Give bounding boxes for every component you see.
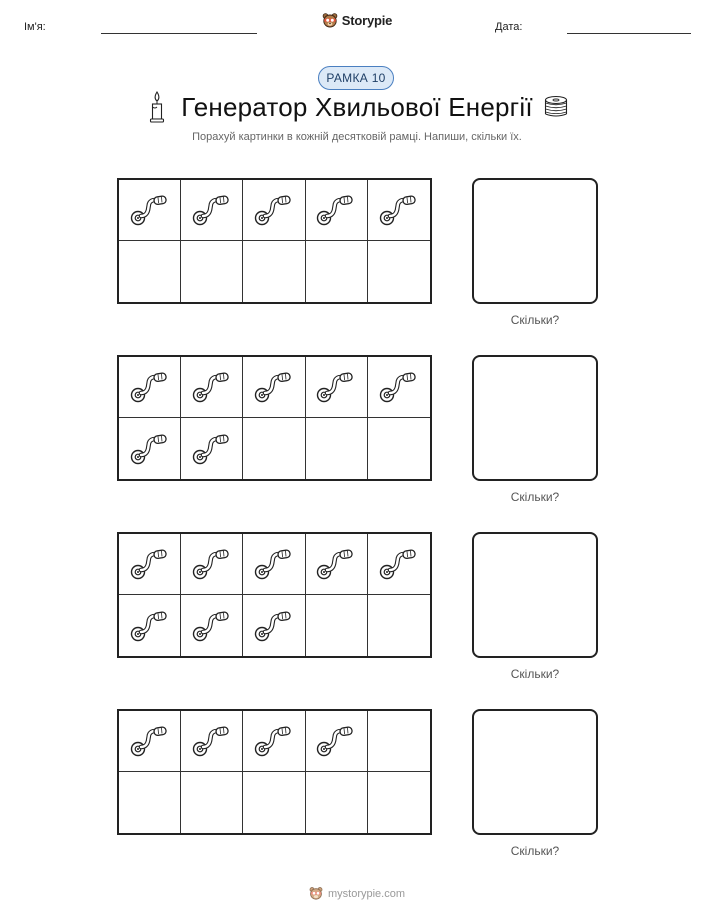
answer-label: Скільки?	[510, 490, 560, 504]
answer-box[interactable]	[472, 355, 598, 481]
frame-cell-filled	[119, 180, 181, 241]
crank-icon	[129, 191, 171, 229]
answer-label: Скільки?	[510, 667, 560, 681]
date-line	[567, 33, 691, 34]
crank-icon	[378, 545, 420, 583]
crank-icon	[253, 545, 295, 583]
crank-icon	[191, 545, 233, 583]
frame-cell-empty	[181, 241, 243, 302]
crank-icon	[129, 722, 171, 760]
frame-badge: РАМКА 10	[318, 66, 394, 90]
frame-cell-empty	[119, 772, 181, 833]
frame-cell-empty	[368, 772, 430, 833]
crank-icon	[315, 722, 357, 760]
bear-logo-icon	[309, 886, 323, 901]
crank-icon	[378, 191, 420, 229]
frame-cell-filled	[306, 357, 368, 418]
brand-name: Storypie	[341, 13, 393, 28]
answer-label: Скільки?	[510, 313, 560, 327]
frame-cell-filled	[306, 180, 368, 241]
frame-cell-empty	[368, 241, 430, 302]
frame-cell-empty	[181, 772, 243, 833]
footer	[0, 886, 714, 901]
page-title: Генератор Хвильової Енергії	[181, 92, 533, 122]
frame-cell-empty	[243, 241, 305, 302]
frame-cell-filled	[119, 357, 181, 418]
crank-icon	[315, 545, 357, 583]
frame-cell-empty	[243, 418, 305, 479]
coil-icon	[543, 94, 569, 120]
frame-cell-filled	[119, 534, 181, 595]
crank-icon	[129, 368, 171, 406]
crank-icon	[191, 607, 233, 645]
crank-icon	[253, 722, 295, 760]
crank-icon	[315, 191, 357, 229]
frame-cell-filled	[181, 418, 243, 479]
crank-icon	[253, 607, 295, 645]
frame-cell-filled	[119, 711, 181, 772]
date-label: Дата:	[495, 21, 523, 33]
frame-cell-empty	[306, 595, 368, 656]
frame-cell-filled	[243, 595, 305, 656]
crank-icon	[129, 430, 171, 468]
footer-url: mystorypie.com	[327, 887, 406, 900]
frame-cell-filled	[181, 180, 243, 241]
answer-box[interactable]	[472, 532, 598, 658]
frame-cell-filled	[243, 711, 305, 772]
instructions: Порахуй картинки в кожній десятковій рамці. Напиши, скільки їх.	[192, 131, 522, 143]
frame-cell-filled	[368, 357, 430, 418]
frame-cell-filled	[306, 711, 368, 772]
crank-icon	[378, 368, 420, 406]
frame-cell-empty	[119, 241, 181, 302]
frame-cell-filled	[306, 534, 368, 595]
ten-frame	[117, 355, 432, 481]
frame-cell-empty	[306, 418, 368, 479]
answer-box[interactable]	[472, 709, 598, 835]
ten-frame	[117, 709, 432, 835]
frame-cell-filled	[243, 180, 305, 241]
crank-icon	[191, 430, 233, 468]
crank-icon	[129, 545, 171, 583]
frame-cell-filled	[243, 534, 305, 595]
frame-cell-filled	[181, 711, 243, 772]
crank-icon	[253, 191, 295, 229]
answer-box[interactable]	[472, 178, 598, 304]
crank-icon	[253, 368, 295, 406]
frame-cell-empty	[306, 772, 368, 833]
ten-frame	[117, 178, 432, 304]
frame-cell-filled	[181, 534, 243, 595]
frame-cell-filled	[119, 418, 181, 479]
frame-cell-empty	[368, 595, 430, 656]
frame-cell-filled	[119, 595, 181, 656]
frame-cell-empty	[368, 418, 430, 479]
frame-cell-empty	[368, 711, 430, 772]
frame-cell-filled	[181, 357, 243, 418]
bear-logo-icon	[322, 12, 338, 29]
frame-cell-filled	[181, 595, 243, 656]
crank-icon	[191, 368, 233, 406]
brand-logo	[0, 12, 714, 29]
name-label: Ім'я:	[24, 21, 46, 33]
answer-label: Скільки?	[510, 844, 560, 858]
frame-cell-filled	[368, 534, 430, 595]
crank-icon	[129, 607, 171, 645]
frame-cell-filled	[243, 357, 305, 418]
name-line	[101, 33, 257, 34]
ten-frame	[117, 532, 432, 658]
frame-cell-filled	[368, 180, 430, 241]
crank-icon	[315, 368, 357, 406]
frame-cell-empty	[243, 772, 305, 833]
frame-cell-empty	[306, 241, 368, 302]
crank-icon	[191, 191, 233, 229]
crank-icon	[191, 722, 233, 760]
